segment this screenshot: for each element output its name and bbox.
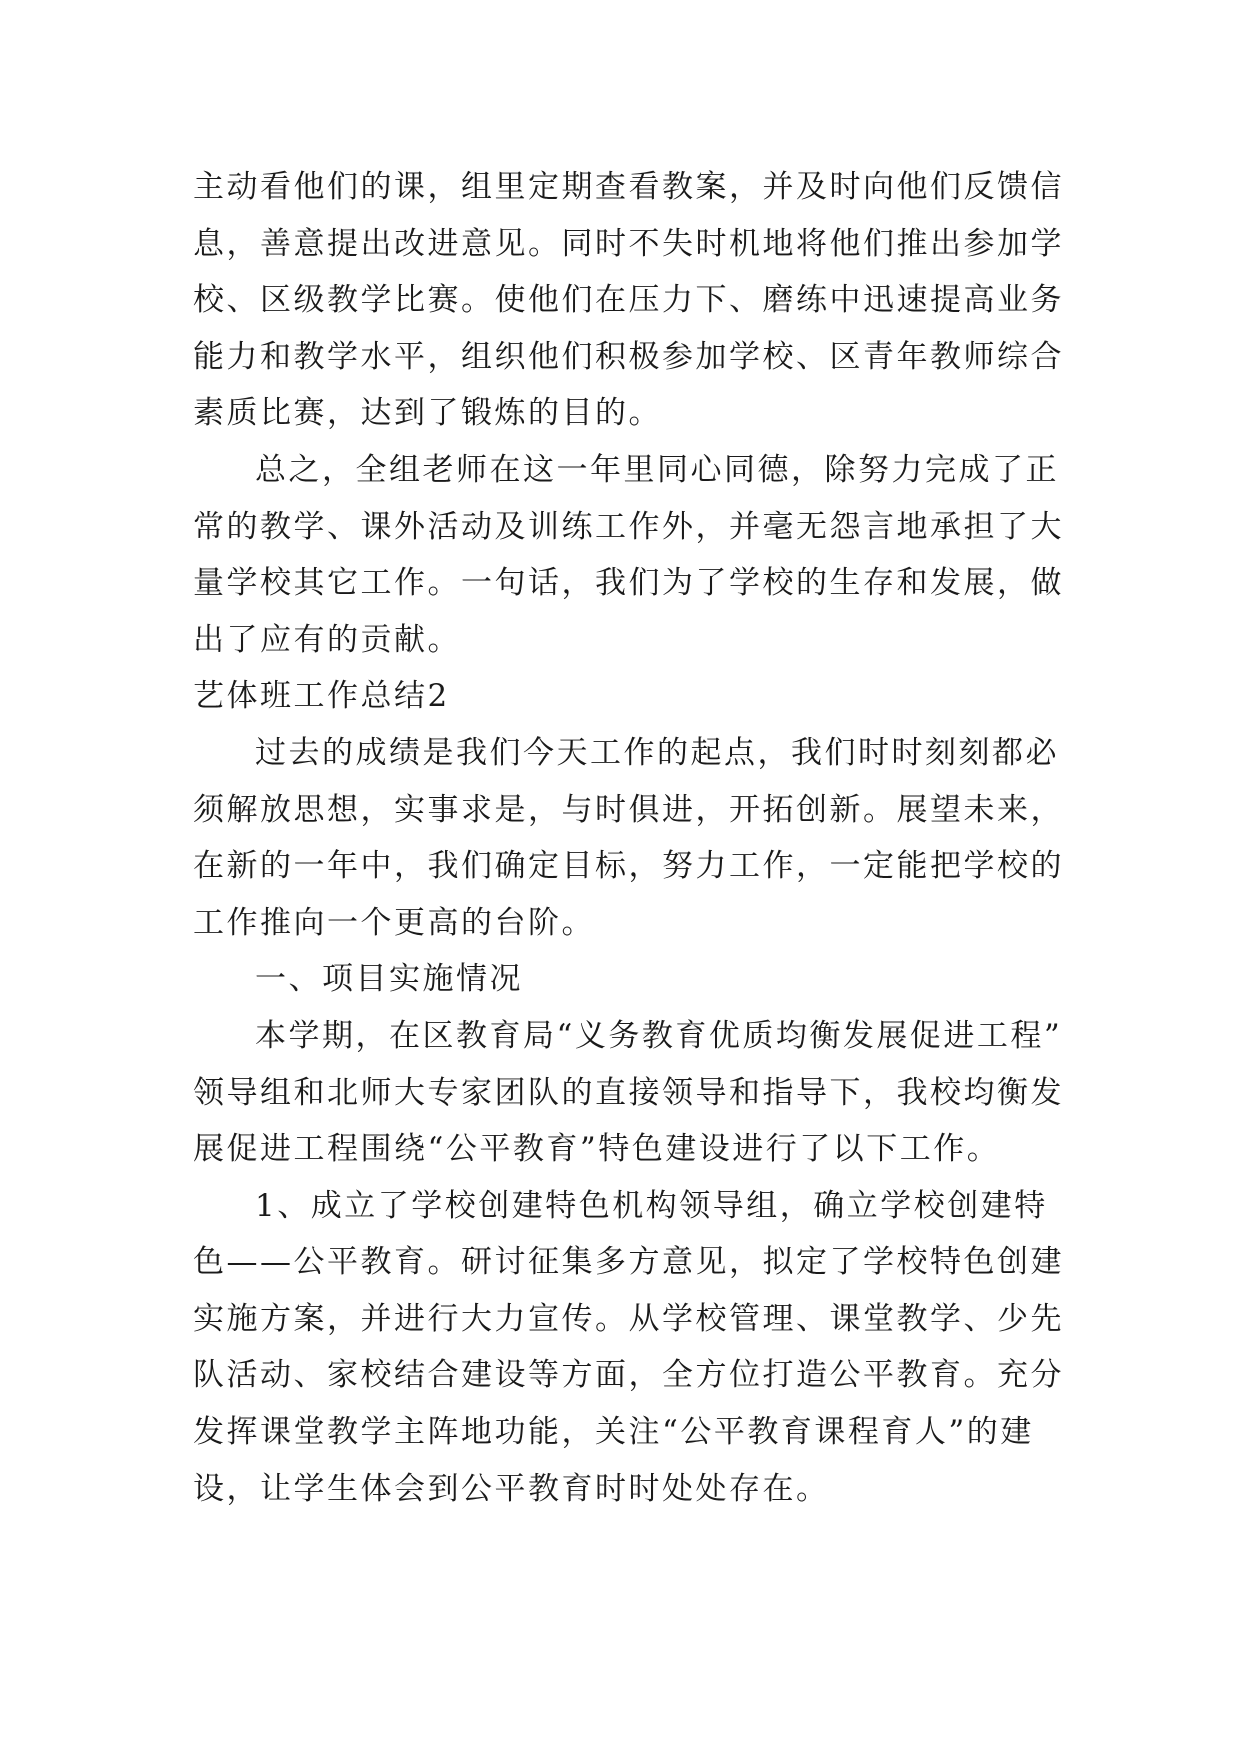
text-line: 本学期，在区教育局“义务教育优质均衡发展促进工程”: [255, 1017, 1063, 1054]
text-line: 设，让学生体会到公平教育时时处处存在。: [193, 1470, 830, 1507]
text-line: 工作推向一个更高的台阶。: [193, 904, 595, 941]
text-line: 校、区级教学比赛。使他们在压力下、磨练中迅速提高业务: [193, 282, 1064, 319]
text-line: 量学校其它工作。一句话，我们为了学校的生存和发展，做: [193, 565, 1064, 602]
text-line: 色——公平教育。研讨征集多方意见，拟定了学校特色创建: [193, 1244, 1064, 1281]
text-line: 队活动、家校结合建设等方面，全方位打造公平教育。充分: [193, 1357, 1064, 1394]
text-line: 在新的一年中，我们确定目标，努力工作，一定能把学校的: [193, 848, 1064, 885]
text-line: 素质比赛，达到了锻炼的目的。: [193, 395, 662, 432]
text-line: 息，善意提出改进意见。同时不失时机地将他们推出参加学: [193, 225, 1064, 262]
text-line: 发挥课堂教学主阵地功能，关注“公平教育课程育人”的建: [193, 1414, 1034, 1451]
text-line: 过去的成绩是我们今天工作的起点，我们时时刻刻都必: [255, 734, 1059, 771]
text-line: 能力和教学水平，组织他们积极参加学校、区青年教师综合: [193, 338, 1064, 375]
text-line: 总之，全组老师在这一年里同心同德，除努力完成了正: [255, 451, 1059, 488]
text-line: 出了应有的贡献。: [193, 621, 461, 658]
subsection-heading: 一、项目实施情况: [255, 961, 523, 998]
text-line: 常的教学、课外活动及训练工作外，并毫无怨言地承担了大: [193, 508, 1064, 545]
text-line: 主动看他们的课，组里定期查看教案，并及时向他们反馈信: [193, 169, 1064, 205]
section-heading: 艺体班工作总结2: [193, 678, 450, 715]
text-line: 须解放思想，实事求是，与时俱进，开拓创新。展望未来，: [193, 791, 1064, 828]
text-line: 1、成立了学校创建特色机构领导组，确立学校创建特: [255, 1187, 1048, 1224]
document-body: [193, 159, 1064, 1517]
text-line: 领导组和北师大专家团队的直接领导和指导下，我校均衡发: [193, 1074, 1064, 1111]
text-line: 展促进工程围绕“公平教育”特色建设进行了以下工作。: [193, 1131, 1001, 1168]
text-line: 实施方案，并进行大力宣传。从学校管理、课堂教学、少先: [193, 1300, 1064, 1337]
